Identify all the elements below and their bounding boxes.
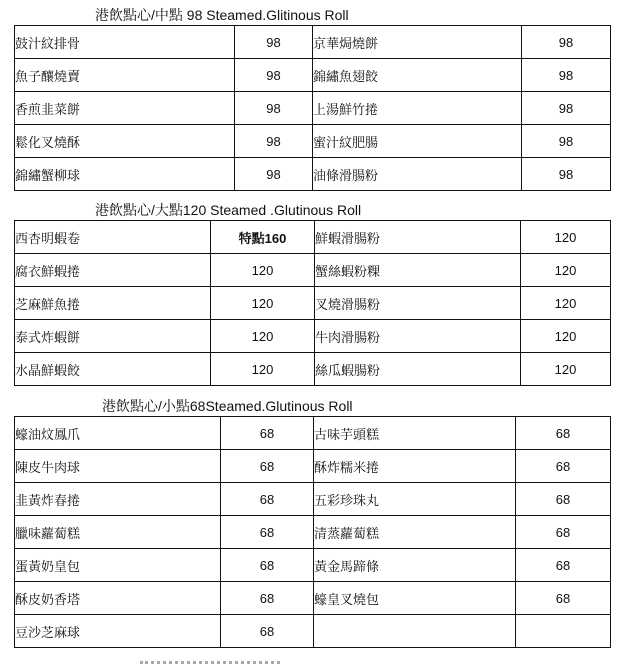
dish-name: 錦繡魚翅餃 <box>313 59 522 92</box>
table-row <box>15 516 611 549</box>
dish-price: 68 <box>221 549 314 582</box>
table-row <box>15 549 611 582</box>
dish-name: 魚子釀燒賣 <box>15 59 235 92</box>
dish-name: 鬆化叉燒酥 <box>15 125 235 158</box>
dish-name: 蟹絲蝦粉粿 <box>315 254 521 287</box>
section-title-large-dim-sum: 港飲點心/大點120 Steamed .Glutinous Roll <box>95 202 362 218</box>
table-row <box>15 287 611 320</box>
table-row <box>15 450 611 483</box>
dish-price: 68 <box>221 417 314 450</box>
dish-name: 牛肉滑腸粉 <box>315 320 521 353</box>
dish-name: 豆沙芝麻球 <box>15 615 221 648</box>
dish-name: 蛋黃奶皇包 <box>15 549 221 582</box>
dish-price: 98 <box>522 158 611 191</box>
menu-table-small-dim-sum <box>14 416 611 648</box>
table-row <box>15 417 611 450</box>
dish-price: 98 <box>522 26 611 59</box>
dish-price: 68 <box>516 582 611 615</box>
dish-name: 京華焗燒餅 <box>313 26 522 59</box>
table-row <box>15 320 611 353</box>
dish-price: 120 <box>211 353 315 386</box>
dish-price: 68 <box>221 516 314 549</box>
table-row <box>15 483 611 516</box>
dish-price: 98 <box>235 158 313 191</box>
dish-name: 油條滑腸粉 <box>313 158 522 191</box>
section-title-medium-dim-sum: 港飲點心/中點 98 Steamed.Glitinous Roll <box>95 7 349 23</box>
dish-name: 酥炸糯米捲 <box>314 450 516 483</box>
dish-price: 98 <box>522 59 611 92</box>
dish-name: 絲瓜蝦腸粉 <box>315 353 521 386</box>
dish-price: 120 <box>521 254 611 287</box>
dish-price: 98 <box>235 92 313 125</box>
table-row <box>15 254 611 287</box>
dish-name: 香煎韭菜餅 <box>15 92 235 125</box>
dish-name: 泰式炸蝦餅 <box>15 320 211 353</box>
dish-price: 120 <box>211 287 315 320</box>
dish-price: 120 <box>521 320 611 353</box>
table-row <box>15 92 611 125</box>
dish-price: 120 <box>521 287 611 320</box>
dish-name: 上湯鮮竹捲 <box>313 92 522 125</box>
dish-name: 清蒸蘿蔔糕 <box>314 516 516 549</box>
table-row <box>15 582 611 615</box>
dish-name: 錦繡蟹柳球 <box>15 158 235 191</box>
table-row <box>15 615 611 648</box>
table-row <box>15 158 611 191</box>
dish-price: 98 <box>522 125 611 158</box>
dish-name: 鼓汁紋排骨 <box>15 26 235 59</box>
dish-price: 68 <box>221 450 314 483</box>
table-row <box>15 353 611 386</box>
dish-name: 蠔油炆鳳爪 <box>15 417 221 450</box>
dish-price: 68 <box>221 483 314 516</box>
dish-name: 叉燒滑腸粉 <box>315 287 521 320</box>
dish-price: 120 <box>521 221 611 254</box>
dish-name: 酥皮奶香塔 <box>15 582 221 615</box>
dish-price: 98 <box>235 26 313 59</box>
dish-price: 120 <box>211 320 315 353</box>
dish-name: 蠔皇叉燒包 <box>314 582 516 615</box>
dish-price: 68 <box>516 417 611 450</box>
dish-name: 鮮蝦滑腸粉 <box>315 221 521 254</box>
dish-name: 古味芋頭糕 <box>314 417 516 450</box>
dish-name: 陳皮牛肉球 <box>15 450 221 483</box>
dish-price: 120 <box>521 353 611 386</box>
dish-price: 68 <box>516 516 611 549</box>
table-row <box>15 125 611 158</box>
dish-price: 120 <box>211 254 315 287</box>
dish-name: 西杏明蝦卷 <box>15 221 211 254</box>
dish-name: 黃金馬蹄條 <box>314 549 516 582</box>
table-row <box>15 221 611 254</box>
dish-name: 臘味蘿蔔糕 <box>15 516 221 549</box>
special-price: 特點160 <box>211 221 315 254</box>
dish-price: 68 <box>221 582 314 615</box>
dish-price: 98 <box>235 125 313 158</box>
empty-cell <box>314 615 516 648</box>
dish-name: 水晶鮮蝦餃 <box>15 353 211 386</box>
table-row <box>15 26 611 59</box>
dish-price: 68 <box>516 450 611 483</box>
dish-name: 五彩珍珠丸 <box>314 483 516 516</box>
table-row <box>15 59 611 92</box>
dish-name: 蜜汁紋肥腸 <box>313 125 522 158</box>
dish-name: 腐衣鮮蝦捲 <box>15 254 211 287</box>
section-title-small-dim-sum: 港飲點心/小點68Steamed.Glutinous Roll <box>102 398 353 414</box>
dish-price: 68 <box>516 549 611 582</box>
dish-price: 68 <box>221 615 314 648</box>
empty-cell <box>516 615 611 648</box>
dish-name: 韭黃炸春捲 <box>15 483 221 516</box>
cropped-footer-text <box>140 661 280 669</box>
menu-table-medium-dim-sum <box>14 25 611 191</box>
dish-price: 68 <box>516 483 611 516</box>
dish-name: 芝麻鮮魚捲 <box>15 287 211 320</box>
menu-table-large-dim-sum <box>14 220 611 386</box>
dish-price: 98 <box>235 59 313 92</box>
dish-price: 98 <box>522 92 611 125</box>
